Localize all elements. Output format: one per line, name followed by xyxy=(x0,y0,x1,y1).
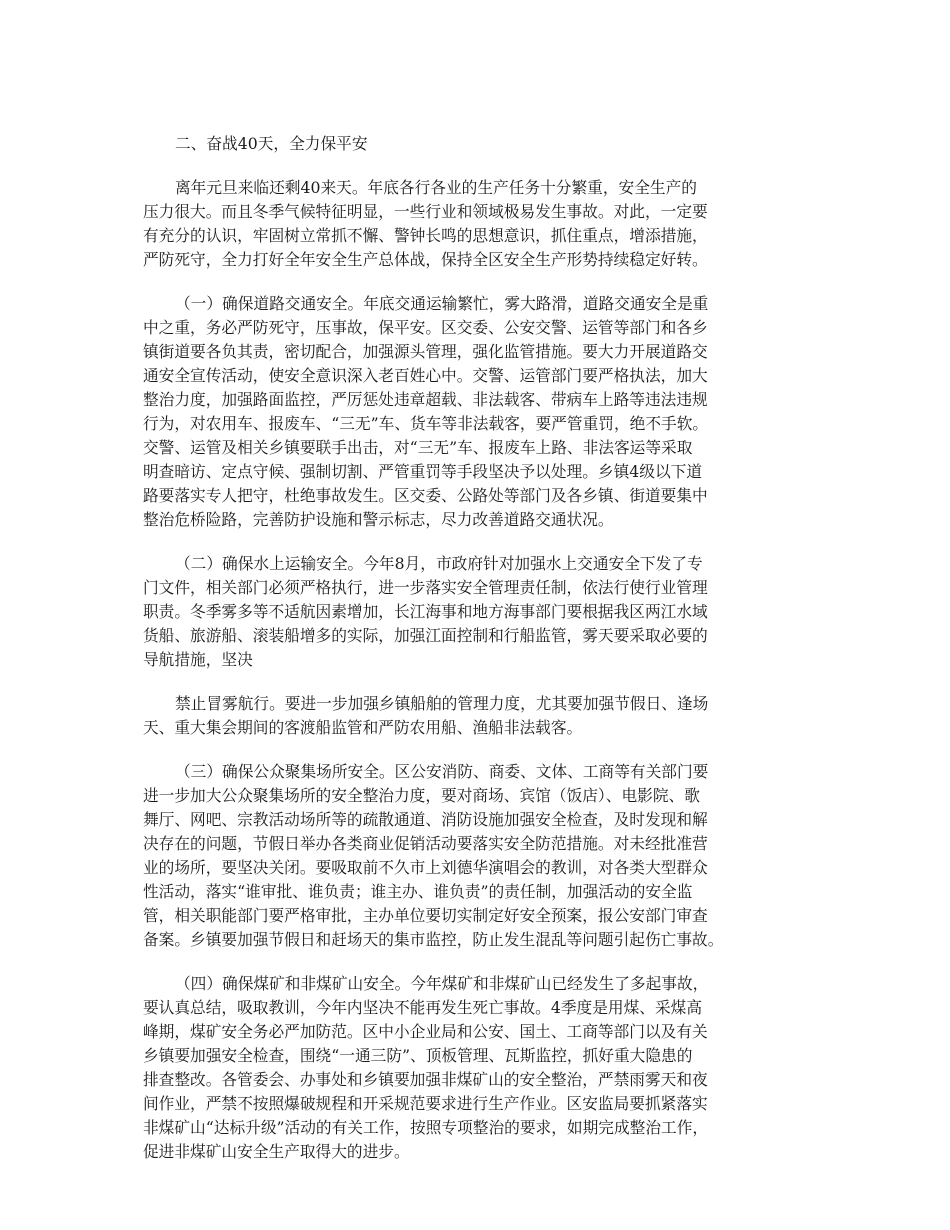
paragraph xyxy=(143,692,833,740)
paragraph-line: 非煤矿山“达标升级”活动的有关工作，按照专项整治的要求，如期完成整治工作， xyxy=(143,1118,709,1137)
paragraph-line: 导航措施，坚决 xyxy=(143,650,253,669)
paragraph-line: 离年元旦来临还剩40来天。年底各行各业的生产任务十分繁重，安全生产的 xyxy=(175,178,697,197)
paragraph-line: 镇街道要各负其责，密切配合，加强源头管理，强化监管措施。要大力开展道路交 xyxy=(143,342,708,361)
paragraph-line: 要认真总结，吸取教训，今年内坚决不能再发生死亡事故。4季度是用煤、采煤高 xyxy=(143,998,703,1017)
paragraph-line: 货船、旅游船、滚装船增多的实际，加强江面控制和行船监管，雾天要采取必要的 xyxy=(143,626,708,645)
paragraph-line: 性活动，落实“谁审批、谁负责；谁主办、谁负责”的责任制，加强活动的安全监 xyxy=(143,882,693,901)
paragraph-line: 职责。冬季雾多等不适航因素增加，长江海事和地方海事部门要根据我区两江水域 xyxy=(143,602,708,621)
paragraph-line: （三）确保公众聚集场所安全。区公安消防、商委、文体、工商等有关部门要 xyxy=(175,762,709,781)
paragraph xyxy=(143,292,833,532)
paragraph-line: 进一步加大公众聚集场所的安全整治力度，要对商场、宾馆（饭店）、电影院、歌 xyxy=(143,786,700,805)
paragraph-line: 备案。乡镇要加强节假日和赶场天的集市监控，防止发生混乱等问题引起伤亡事故。 xyxy=(143,930,724,949)
paragraph-line: 舞厅、网吧、宗教活动场所等的疏散通道、消防设施加强安全检查，及时发现和解 xyxy=(143,810,708,829)
paragraph xyxy=(143,176,833,272)
paragraph-line: 路要落实专人把守，杜绝事故发生。区交委、公路处等部门及各乡镇、街道要集中 xyxy=(143,486,708,505)
paragraph-list xyxy=(143,176,833,1164)
paragraph-line: 整治力度，加强路面监控，严厉惩处违章超载、非法载客、带病车上路等违法违规 xyxy=(143,390,708,409)
section-heading: 二、奋战40天，全力保平安 xyxy=(175,134,368,153)
paragraph-line: 乡镇要加强安全检查，围绕“一通三防”、顶板管理、瓦斯监控，抓好重大隐患的 xyxy=(143,1046,693,1065)
paragraph xyxy=(143,552,833,672)
paragraph-line: 有充分的认识，牢固树立常抓不懈、警钟长鸣的思想意识，抓住重点，增添措施， xyxy=(143,226,708,245)
paragraph-line: 间作业，严禁不按照爆破规程和开采规范要求进行生产作业。区安监局要抓紧落实 xyxy=(143,1094,708,1113)
paragraph-line: 决存在的问题，节假日举办各类商业促销活动要落实安全防范措施。对未经批准营 xyxy=(143,834,708,853)
paragraph-line: 管，相关职能部门要严格审批，主办单位要切实制定好安全预案，报公安部门审查 xyxy=(143,906,708,925)
paragraph-line: 行为，对农用车、报废车、“三无”车、货车等非法载客，要严管重罚，绝不手软。 xyxy=(143,414,709,433)
paragraph xyxy=(143,972,833,1164)
paragraph xyxy=(143,760,833,952)
document-page xyxy=(143,132,833,1184)
paragraph-line: 整治危桥险路，完善防护设施和警示标志，尽力改善道路交通状况。 xyxy=(143,510,614,529)
paragraph-line: 压力很大。而且冬季气候特征明显，一些行业和领域极易发生事故。对此，一定要 xyxy=(143,202,708,221)
paragraph-line: 业的场所，要坚决关闭。要吸取前不久市上刘德华演唱会的教训，对各类大型群众 xyxy=(143,858,708,877)
paragraph-line: 严防死守，全力打好全年安全生产总体战，保持全区安全生产形势持续稳定好转。 xyxy=(143,250,708,269)
paragraph-line: 通安全宣传活动，使安全意识深入老百姓心中。交警、运管部门要严格执法，加大 xyxy=(143,366,708,385)
paragraph-line: （一）确保道路交通安全。年底交通运输繁忙，雾大路滑，道路交通安全是重 xyxy=(175,294,709,313)
paragraph-line: （二）确保水上运输安全。今年8月，市政府针对加强水上交通安全下发了专 xyxy=(175,554,703,573)
paragraph-line: 明查暗访、定点守候、强制切割、严管重罚等手段坚决予以处理。乡镇4级以下道 xyxy=(143,462,703,481)
paragraph-line: 交警、运管及相关乡镇要联手出击，对“三无”车、报废车上路、非法客运等采取 xyxy=(143,438,693,457)
paragraph-line: 促进非煤矿山安全生产取得大的进步。 xyxy=(143,1142,410,1161)
paragraph-line: 门文件，相关部门必须严格执行，进一步落实安全管理责任制，依法行使行业管理 xyxy=(143,578,708,597)
paragraph-line: （四）确保煤矿和非煤矿山安全。今年煤矿和非煤矿山已经发生了多起事故， xyxy=(175,974,709,993)
paragraph-line: 排查整改。各管委会、办事处和乡镇要加强非煤矿山的安全整治，严禁雨雾天和夜 xyxy=(143,1070,708,1089)
paragraph-line: 峰期，煤矿安全务必严加防范。区中小企业局和公安、国土、工商等部门以及有关 xyxy=(143,1022,708,1041)
paragraph-line: 中之重，务必严防死守，压事故，保平安。区交委、公安交警、运管等部门和各乡 xyxy=(143,318,708,337)
paragraph-line: 天、重大集会期间的客渡船监管和严防农用船、渔船非法载客。 xyxy=(143,718,583,737)
paragraph-line: 禁止冒雾航行。要进一步加强乡镇船舶的管理力度，尤其要加强节假日、逢场 xyxy=(175,694,709,713)
